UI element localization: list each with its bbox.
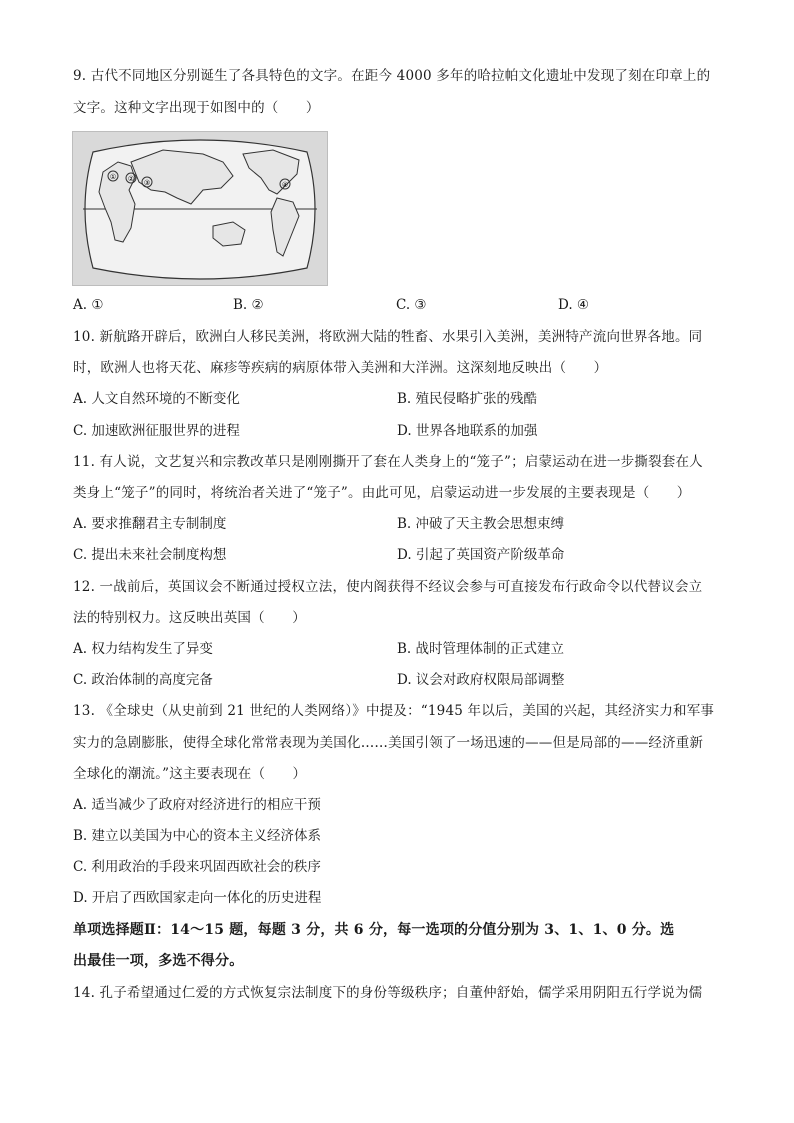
marker-1-label: ①: [109, 173, 117, 181]
q10-option-c[interactable]: C. 加速欧洲征服世界的进程: [73, 423, 240, 439]
q9-option-a[interactable]: A. ①: [73, 297, 104, 313]
q12-option-a[interactable]: A. 权力结构发生了异变: [73, 641, 213, 657]
q12-option-c[interactable]: C. 政治体制的高度完备: [73, 672, 213, 688]
q9-stem-line-2: 文字。这种文字出现于如图中的（ ）: [73, 100, 320, 116]
q12-stem-line-2: 法的特别权力。这反映出英国（ ）: [73, 610, 306, 626]
q13-option-b[interactable]: B. 建立以美国为中心的资本主义经济体系: [73, 828, 322, 844]
q13-stem-line-2: 实力的急剧膨胀，使得全球化常常表现为美国化……美国引领了一场迅速的——但是局部的——经济重新: [73, 735, 704, 751]
q11-option-a[interactable]: A. 要求推翻君主专制制度: [73, 516, 227, 532]
q9-option-d[interactable]: D. ④: [558, 297, 590, 313]
marker-2-label: ②: [127, 175, 135, 183]
section-heading-line-2: 出最佳一项，多选不得分。: [73, 953, 244, 969]
q11-option-d[interactable]: D. 引起了英国资产阶级革命: [397, 547, 565, 563]
q10-option-a[interactable]: A. 人文自然环境的不断变化: [73, 391, 240, 407]
q9-option-b[interactable]: B. ②: [233, 297, 264, 313]
q11-option-c[interactable]: C. 提出未来社会制度构想: [73, 547, 227, 563]
marker-4-label: ④: [281, 181, 289, 189]
q13-option-a[interactable]: A. 适当减少了政府对经济进行的相应干预: [73, 797, 321, 813]
q12-option-d[interactable]: D. 议会对政府权限局部调整: [397, 672, 565, 688]
q14-stem-line-1: 14. 孔子希望通过仁爱的方式恢复宗法制度下的身份等级秩序；自董仲舒始，儒学采用阴阳五行学说为儒: [73, 985, 703, 1001]
world-map-svg: [73, 132, 327, 285]
q13-option-d[interactable]: D. 开启了西欧国家走向一体化的历史进程: [73, 890, 322, 906]
q10-stem-line-1: 10. 新航路开辟后，欧洲白人移民美洲，将欧洲大陆的牲畜、水果引入美洲，美洲特产流向世界各地。同: [73, 329, 703, 345]
q13-stem-line-1: 13. 《全球史（从史前到 21 世纪的人类网络）》中提及：“1945 年以后，美国的兴起，其经济实力和军事: [73, 703, 715, 719]
q13-stem-line-3: 全球化的潮流。”这主要表现在（ ）: [73, 766, 307, 782]
q12-option-b[interactable]: B. 战时管理体制的正式建立: [397, 641, 565, 657]
marker-3-label: ③: [143, 179, 151, 187]
section-heading-line-1: 单项选择题Ⅱ：14～15 题，每题 3 分，共 6 分，每一选项的分值分别为 3、1、1、0 分。选: [73, 922, 675, 938]
q10-option-d[interactable]: D. 世界各地联系的加强: [397, 423, 538, 439]
q11-stem-line-1: 11. 有人说，文艺复兴和宗教改革只是刚刚撕开了套在人类身上的“笼子”；启蒙运动在进一步撕裂套在人: [73, 454, 703, 470]
q9-option-c[interactable]: C. ③: [396, 297, 427, 313]
q10-stem-line-2: 时，欧洲人也将天花、麻疹等疾病的病原体带入美洲和大洋洲。这深刻地反映出（ ）: [73, 360, 608, 376]
q9-stem-line-1: 9. 古代不同地区分别诞生了各具特色的文字。在距今 4000 多年的哈拉帕文化遗址中发现了刻在印章上的: [73, 68, 711, 84]
q13-option-c[interactable]: C. 利用政治的手段来巩固西欧社会的秩序: [73, 859, 321, 875]
q11-stem-line-2: 类身上“笼子”的同时，将统治者关进了“笼子”。由此可见，启蒙运动进一步发展的主要表现是（ ）: [73, 485, 691, 501]
q12-stem-line-1: 12. 一战前后，英国议会不断通过授权立法，使内阁获得不经议会参与可直接发布行政命令以代替议会立: [73, 579, 703, 595]
q10-option-b[interactable]: B. 殖民侵略扩张的残酷: [397, 391, 538, 407]
q11-option-b[interactable]: B. 冲破了天主教会思想束缚: [397, 516, 565, 532]
world-map-figure: [72, 131, 328, 286]
